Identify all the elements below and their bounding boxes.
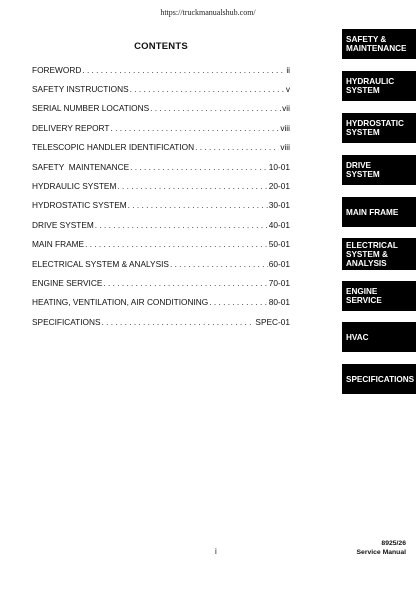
- page-number: i: [215, 547, 217, 556]
- toc-row[interactable]: [32, 215, 290, 234]
- document-code: [357, 539, 407, 557]
- toc-entry-page: 80-01: [268, 297, 290, 308]
- toc-entry-page: 10-01: [268, 161, 290, 172]
- toc-leader-dots: [195, 142, 279, 152]
- toc-row[interactable]: [32, 99, 290, 118]
- toc-entry-title: ENGINE SERVICE: [32, 277, 103, 288]
- toc-entry-title: SPECIFICATIONS: [32, 316, 101, 327]
- toc-entry-page: SPEC-01: [255, 316, 290, 327]
- page-title: CONTENTS: [134, 41, 188, 52]
- toc-entry-page: 30-01: [268, 200, 290, 211]
- toc-leader-dots: [95, 220, 268, 230]
- document-type: Service Manual: [356, 549, 406, 556]
- toc-entry-title: MAIN FRAME: [32, 239, 85, 250]
- section-tab-engine-service[interactable]: ENGINE SERVICE: [342, 281, 416, 311]
- toc-entry-title: DELIVERY REPORT: [32, 122, 110, 133]
- toc-entry-page: v: [285, 84, 290, 95]
- section-tab-main-frame[interactable]: MAIN FRAME: [342, 197, 416, 227]
- toc-row[interactable]: [32, 118, 290, 137]
- toc-row[interactable]: [32, 273, 290, 292]
- toc-entry-page: 20-01: [268, 181, 290, 192]
- toc-entry-title: HYDROSTATIC SYSTEM: [32, 200, 127, 211]
- toc-leader-dots: [82, 65, 285, 75]
- table-of-contents: [32, 60, 290, 331]
- toc-entry-page: 40-01: [268, 219, 290, 230]
- toc-entry-title: HYDRAULIC SYSTEM: [32, 181, 117, 192]
- toc-leader-dots: [110, 123, 279, 133]
- section-tab-electrical-system[interactable]: ELECTRICAL SYSTEM & ANALYSIS: [342, 238, 416, 270]
- toc-leader-dots: [102, 317, 255, 327]
- toc-row[interactable]: [32, 235, 290, 254]
- toc-row[interactable]: [32, 254, 290, 273]
- toc-row[interactable]: [32, 60, 290, 79]
- toc-entry-title: SERIAL NUMBER LOCATIONS: [32, 103, 150, 114]
- section-tab-safety-maintenance[interactable]: SAFETY & MAINTENANCE: [342, 29, 416, 59]
- toc-entry-page: viii: [280, 122, 290, 133]
- toc-entry-page: 70-01: [268, 277, 290, 288]
- toc-row[interactable]: [32, 157, 290, 176]
- toc-leader-dots: [130, 84, 285, 94]
- section-tab-hydraulic-system[interactable]: HYDRAULIC SYSTEM: [342, 71, 416, 101]
- toc-row[interactable]: [32, 79, 290, 98]
- toc-entry-title: ELECTRICAL SYSTEM & ANALYSIS: [32, 258, 169, 269]
- toc-entry-page: vii: [282, 103, 290, 114]
- section-tab-hydrostatic-system[interactable]: HYDROSTATIC SYSTEM: [342, 113, 416, 143]
- toc-leader-dots: [150, 103, 281, 113]
- toc-leader-dots: [128, 200, 268, 210]
- document-number: 8925/26: [381, 540, 406, 547]
- toc-entry-title: DRIVE SYSTEM: [32, 219, 94, 230]
- toc-leader-dots: [85, 239, 268, 249]
- toc-row[interactable]: [32, 293, 290, 312]
- toc-entry-page: viii: [280, 142, 290, 153]
- toc-leader-dots: [209, 297, 268, 307]
- section-tab-hvac[interactable]: HVAC: [342, 322, 416, 352]
- toc-entry-title: FOREWORD: [32, 64, 82, 75]
- toc-row[interactable]: [32, 196, 290, 215]
- section-tab-drive-system[interactable]: DRIVE SYSTEM: [342, 155, 416, 185]
- toc-entry-title: SAFETY INSTRUCTIONS: [32, 84, 129, 95]
- toc-row[interactable]: [32, 138, 290, 157]
- section-tab-specifications[interactable]: SPECIFICATIONS: [342, 364, 416, 394]
- toc-entry-title: SAFETY MAINTENANCE: [32, 161, 130, 172]
- toc-entry-title: HEATING, VENTILATION, AIR CONDITIONING: [32, 297, 209, 308]
- toc-entry-page: ii: [286, 64, 290, 75]
- source-url: https://truckmanualshub.com/: [160, 8, 256, 17]
- toc-row[interactable]: [32, 312, 290, 331]
- toc-leader-dots: [170, 259, 268, 269]
- toc-leader-dots: [103, 278, 267, 288]
- toc-entry-page: 60-01: [268, 258, 290, 269]
- toc-leader-dots: [117, 181, 267, 191]
- toc-entry-page: 50-01: [268, 239, 290, 250]
- toc-row[interactable]: [32, 176, 290, 195]
- toc-entry-title: TELESCOPIC HANDLER IDENTIFICATION: [32, 142, 195, 153]
- toc-leader-dots: [130, 162, 268, 172]
